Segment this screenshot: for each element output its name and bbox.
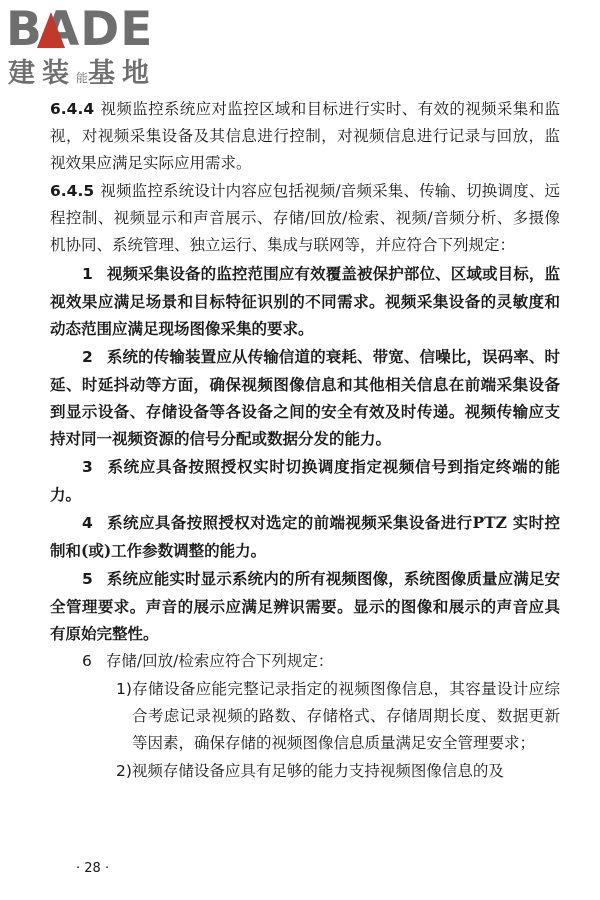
logo-triangle-icon [37,12,65,48]
logo-tagline-small: 能 [76,71,89,85]
section-text: 视频监控系统设计内容应包括视频/音频采集、传输、切换调度、远程控制、视频显示和声音展示、存储/回放/检索、视频/音频分析、多摄像机协同、系统管理、独立运行、集成与联网等，并应符合下列规定： [50,182,560,254]
document-body [50,96,560,786]
item-text: 系统应具备按照授权实时切换调度指定视频信号到指定终端的能力。 [50,457,560,504]
list-item [50,648,560,675]
sub-item-text: 视频存储设备应具有足够的能力支持视频图像信息的及 [131,762,504,780]
item-text: 存储/回放/检索应符合下列规定： [105,652,334,670]
page-number: · 28 · [76,861,110,876]
list-item [50,565,560,647]
sub-item-number: 2) [116,762,132,780]
section-text: 视频监控系统应对监控区域和目标进行实时、有效的视频采集和监视，对视频采集设备及其信息进行控制，对视频信息进行记录与回放，监视效果应满足实际应用需求。 [50,100,560,172]
item-number: 4 [82,514,93,532]
item-number: 1 [82,265,93,283]
section-6-4-5 [50,178,560,259]
logo-wordmark: BADE [6,2,154,57]
logo [6,4,176,92]
logo-tagline-b: 基地 [88,58,157,89]
item-number: 2 [82,348,93,366]
list-item [50,260,560,342]
logo-tagline [8,58,156,94]
item-text: 视频采集设备的监控范围应有效覆盖被保护部位、区域或目标，监视效果应满足场景和目标特征识别的不同需求。视频采集设备的灵敏度和动态范围应满足现场图像采集的要求。 [50,264,560,338]
sub-item [50,676,560,757]
logo-tagline-a: 建装 [8,58,76,89]
section-6-4-4 [50,96,560,177]
section-number: 6.4.5 [50,182,95,200]
sub-item [50,758,560,785]
list-item [50,343,560,452]
item-text: 系统的传输装置应从传输信道的衰耗、带宽、信噪比，误码率、时延、时延抖动等方面，确保视频图像信息和其他相关信息在前端采集设备到显示设备、存储设备等各设备之间的安全有效及时传递。视频传输应支持对同一视频资源的信号分配或数据分发的能力。 [50,347,560,448]
list-item [50,453,560,508]
item-number: 5 [82,570,93,588]
sub-item-text: 存储设备应能完整记录指定的视频图像信息，其容量设计应综合考虑记录视频的路数、存储格式、存储周期长度、数据更新等因素，确保存储的视频图像信息质量满足安全管理要求； [131,680,560,752]
item-text: 系统应具备按照授权对选定的前端视频采集设备进行PTZ 实时控制和(或)工作参数调整的能力。 [50,513,560,560]
item-text: 系统应能实时显示系统内的所有视频图像，系统图像质量应满足安全管理要求。声音的展示应满足辨识需要。显示的图像和展示的声音应具有原始完整性。 [50,569,560,643]
item-number: 6 [82,652,92,670]
section-number: 6.4.4 [50,100,95,118]
list-item [50,509,560,564]
item-number: 3 [82,458,93,476]
sub-item-number: 1) [116,680,132,698]
